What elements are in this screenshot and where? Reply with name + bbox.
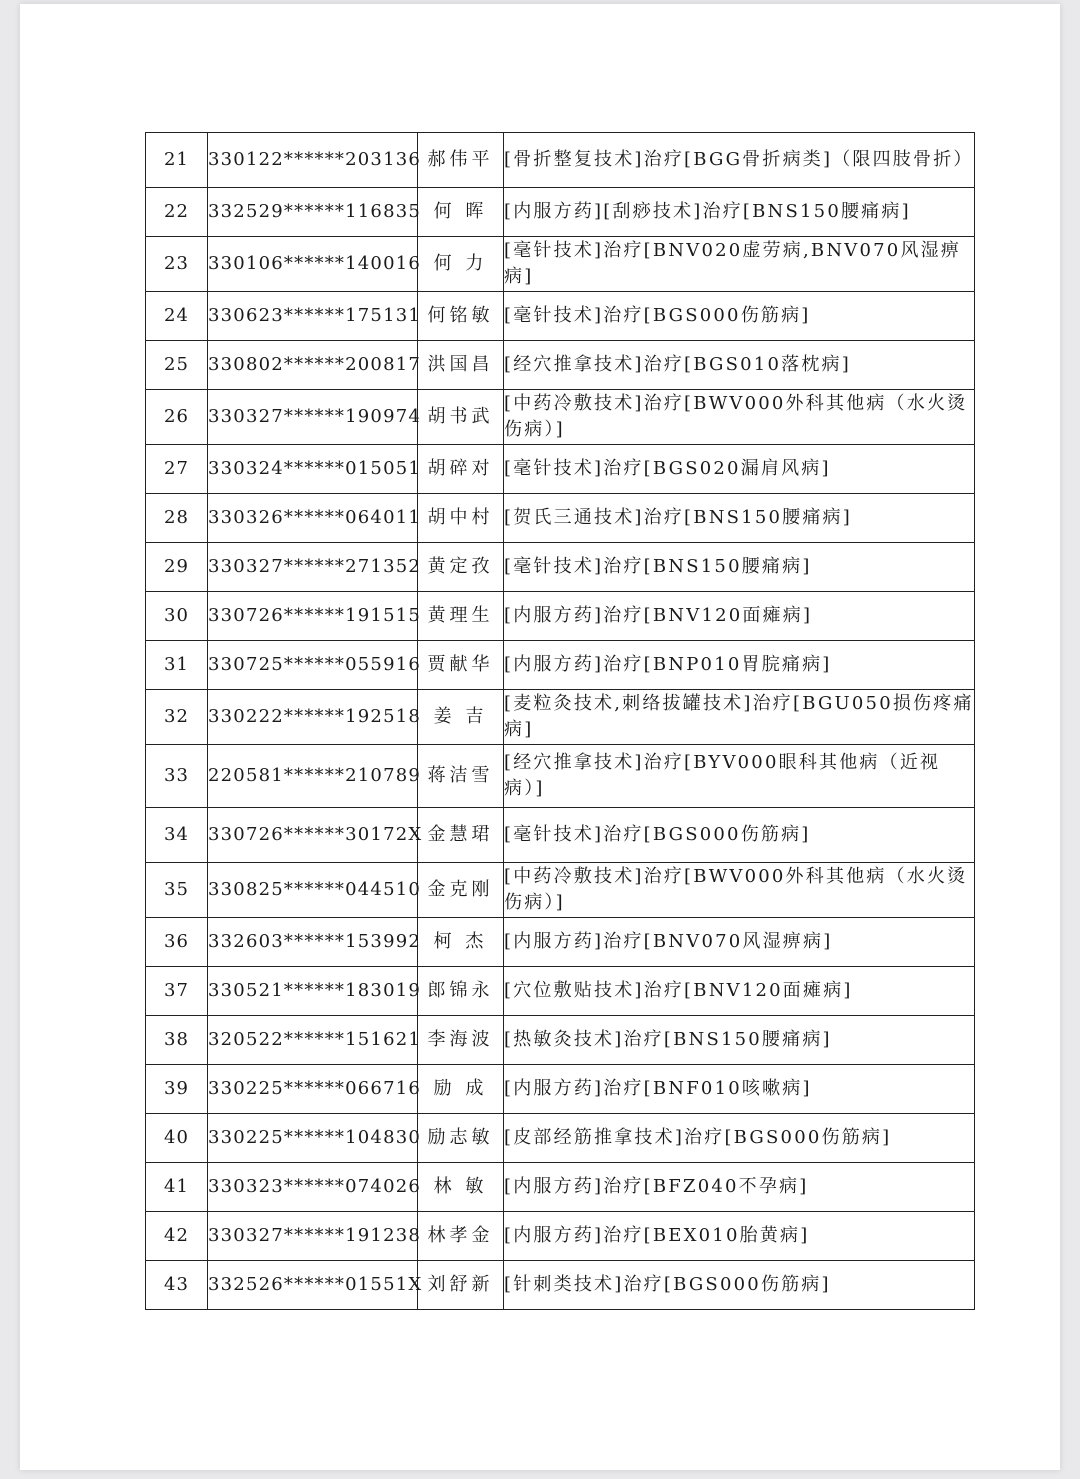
name-cell: 黄定孜 [418, 543, 504, 592]
name-cell: 何铭敏 [418, 292, 504, 341]
name-cell: 励 成 [418, 1065, 504, 1114]
table-row [146, 133, 975, 188]
name-cell: 胡中村 [418, 494, 504, 543]
id-number-cell: 320522******151621 [208, 1016, 418, 1065]
row-number-cell: 37 [146, 967, 208, 1016]
table-row [146, 918, 975, 967]
name-cell: 胡碎对 [418, 445, 504, 494]
table-row [146, 690, 975, 745]
table-row [146, 967, 975, 1016]
treatment-cell: [中药冷敷技术]治疗[BWV000外科其他病（水火烫伤病）] [504, 863, 975, 918]
row-number-cell: 34 [146, 808, 208, 863]
table-row [146, 188, 975, 237]
name-cell: 贾献华 [418, 641, 504, 690]
name-cell: 郎锦永 [418, 967, 504, 1016]
table-row [146, 1212, 975, 1261]
treatment-cell: [内服方药]治疗[BNV120面瘫病] [504, 592, 975, 641]
id-number-cell: 332603******153992 [208, 918, 418, 967]
id-number-cell: 330327******191238 [208, 1212, 418, 1261]
name-cell: 林孝金 [418, 1212, 504, 1261]
table-row [146, 1114, 975, 1163]
name-cell: 何 力 [418, 237, 504, 292]
document-page [20, 4, 1060, 1470]
name-cell: 黄理生 [418, 592, 504, 641]
treatment-cell: [内服方药][刮痧技术]治疗[BNS150腰痛病] [504, 188, 975, 237]
row-number-cell: 26 [146, 390, 208, 445]
treatment-cell: [毫针技术]治疗[BNS150腰痛病] [504, 543, 975, 592]
table-row [146, 543, 975, 592]
treatment-cell: [内服方药]治疗[BFZ040不孕病] [504, 1163, 975, 1212]
row-number-cell: 25 [146, 341, 208, 390]
treatment-cell: [毫针技术]治疗[BGS000伤筋病] [504, 808, 975, 863]
treatment-cell: [经穴推拿技术]治疗[BGS010落枕病] [504, 341, 975, 390]
treatment-cell: [麦粒灸技术,刺络拔罐技术]治疗[BGU050损伤疼痛病] [504, 690, 975, 745]
id-number-cell: 332529******116835 [208, 188, 418, 237]
table-row [146, 863, 975, 918]
name-cell: 金克刚 [418, 863, 504, 918]
row-number-cell: 28 [146, 494, 208, 543]
treatment-cell: [热敏灸技术]治疗[BNS150腰痛病] [504, 1016, 975, 1065]
treatment-cell: [内服方药]治疗[BEX010胎黄病] [504, 1212, 975, 1261]
row-number-cell: 27 [146, 445, 208, 494]
treatment-cell: [骨折整复技术]治疗[BGG骨折病类]（限四肢骨折） [504, 133, 975, 188]
id-number-cell: 332526******01551X [208, 1261, 418, 1310]
table-row [146, 1261, 975, 1310]
name-cell: 金慧珺 [418, 808, 504, 863]
table-row [146, 445, 975, 494]
row-number-cell: 33 [146, 745, 208, 808]
treatment-cell: [毫针技术]治疗[BNV020虚劳病,BNV070风湿痹病] [504, 237, 975, 292]
row-number-cell: 42 [146, 1212, 208, 1261]
id-number-cell: 330725******055916 [208, 641, 418, 690]
row-number-cell: 36 [146, 918, 208, 967]
table-row [146, 641, 975, 690]
treatment-cell: [皮部经筋推拿技术]治疗[BGS000伤筋病] [504, 1114, 975, 1163]
row-number-cell: 24 [146, 292, 208, 341]
row-number-cell: 22 [146, 188, 208, 237]
treatment-cell: [内服方药]治疗[BNV070风湿痹病] [504, 918, 975, 967]
treatment-cell: [内服方药]治疗[BNF010咳嗽病] [504, 1065, 975, 1114]
id-number-cell: 330324******015051 [208, 445, 418, 494]
table-row [146, 1163, 975, 1212]
id-number-cell: 220581******210789 [208, 745, 418, 808]
practitioner-table [145, 132, 975, 1310]
row-number-cell: 38 [146, 1016, 208, 1065]
table-row [146, 1016, 975, 1065]
id-number-cell: 330825******044510 [208, 863, 418, 918]
table-row [146, 390, 975, 445]
table-row [146, 745, 975, 808]
id-number-cell: 330623******175131 [208, 292, 418, 341]
id-number-cell: 330521******183019 [208, 967, 418, 1016]
treatment-cell: [内服方药]治疗[BNP010胃脘痛病] [504, 641, 975, 690]
table-row [146, 494, 975, 543]
name-cell: 胡书武 [418, 390, 504, 445]
row-number-cell: 40 [146, 1114, 208, 1163]
table-row [146, 592, 975, 641]
treatment-cell: [贺氏三通技术]治疗[BNS150腰痛病] [504, 494, 975, 543]
id-number-cell: 330122******203136 [208, 133, 418, 188]
treatment-cell: [毫针技术]治疗[BGS020漏肩风病] [504, 445, 975, 494]
row-number-cell: 32 [146, 690, 208, 745]
row-number-cell: 23 [146, 237, 208, 292]
table-body [146, 133, 975, 1310]
id-number-cell: 330726******30172X [208, 808, 418, 863]
name-cell: 洪国昌 [418, 341, 504, 390]
table-row [146, 1065, 975, 1114]
row-number-cell: 43 [146, 1261, 208, 1310]
name-cell: 姜 吉 [418, 690, 504, 745]
row-number-cell: 41 [146, 1163, 208, 1212]
name-cell: 柯 杰 [418, 918, 504, 967]
id-number-cell: 330225******066716 [208, 1065, 418, 1114]
treatment-cell: [中药冷敷技术]治疗[BWV000外科其他病（水火烫伤病）] [504, 390, 975, 445]
id-number-cell: 330225******104830 [208, 1114, 418, 1163]
row-number-cell: 35 [146, 863, 208, 918]
id-number-cell: 330327******271352 [208, 543, 418, 592]
name-cell: 李海波 [418, 1016, 504, 1065]
row-number-cell: 30 [146, 592, 208, 641]
name-cell: 蒋洁雪 [418, 745, 504, 808]
name-cell: 刘舒新 [418, 1261, 504, 1310]
name-cell: 励志敏 [418, 1114, 504, 1163]
name-cell: 郝伟平 [418, 133, 504, 188]
name-cell: 林 敏 [418, 1163, 504, 1212]
row-number-cell: 39 [146, 1065, 208, 1114]
row-number-cell: 31 [146, 641, 208, 690]
id-number-cell: 330327******190974 [208, 390, 418, 445]
table-row [146, 292, 975, 341]
id-number-cell: 330222******192518 [208, 690, 418, 745]
table-row [146, 237, 975, 292]
id-number-cell: 330726******191515 [208, 592, 418, 641]
treatment-cell: [经穴推拿技术]治疗[BYV000眼科其他病（近视病）] [504, 745, 975, 808]
treatment-cell: [穴位敷贴技术]治疗[BNV120面瘫病] [504, 967, 975, 1016]
row-number-cell: 21 [146, 133, 208, 188]
id-number-cell: 330106******140016 [208, 237, 418, 292]
id-number-cell: 330323******074026 [208, 1163, 418, 1212]
treatment-cell: [毫针技术]治疗[BGS000伤筋病] [504, 292, 975, 341]
id-number-cell: 330802******200817 [208, 341, 418, 390]
id-number-cell: 330326******064011 [208, 494, 418, 543]
treatment-cell: [针刺类技术]治疗[BGS000伤筋病] [504, 1261, 975, 1310]
table-row [146, 341, 975, 390]
name-cell: 何 晖 [418, 188, 504, 237]
table-row [146, 808, 975, 863]
row-number-cell: 29 [146, 543, 208, 592]
